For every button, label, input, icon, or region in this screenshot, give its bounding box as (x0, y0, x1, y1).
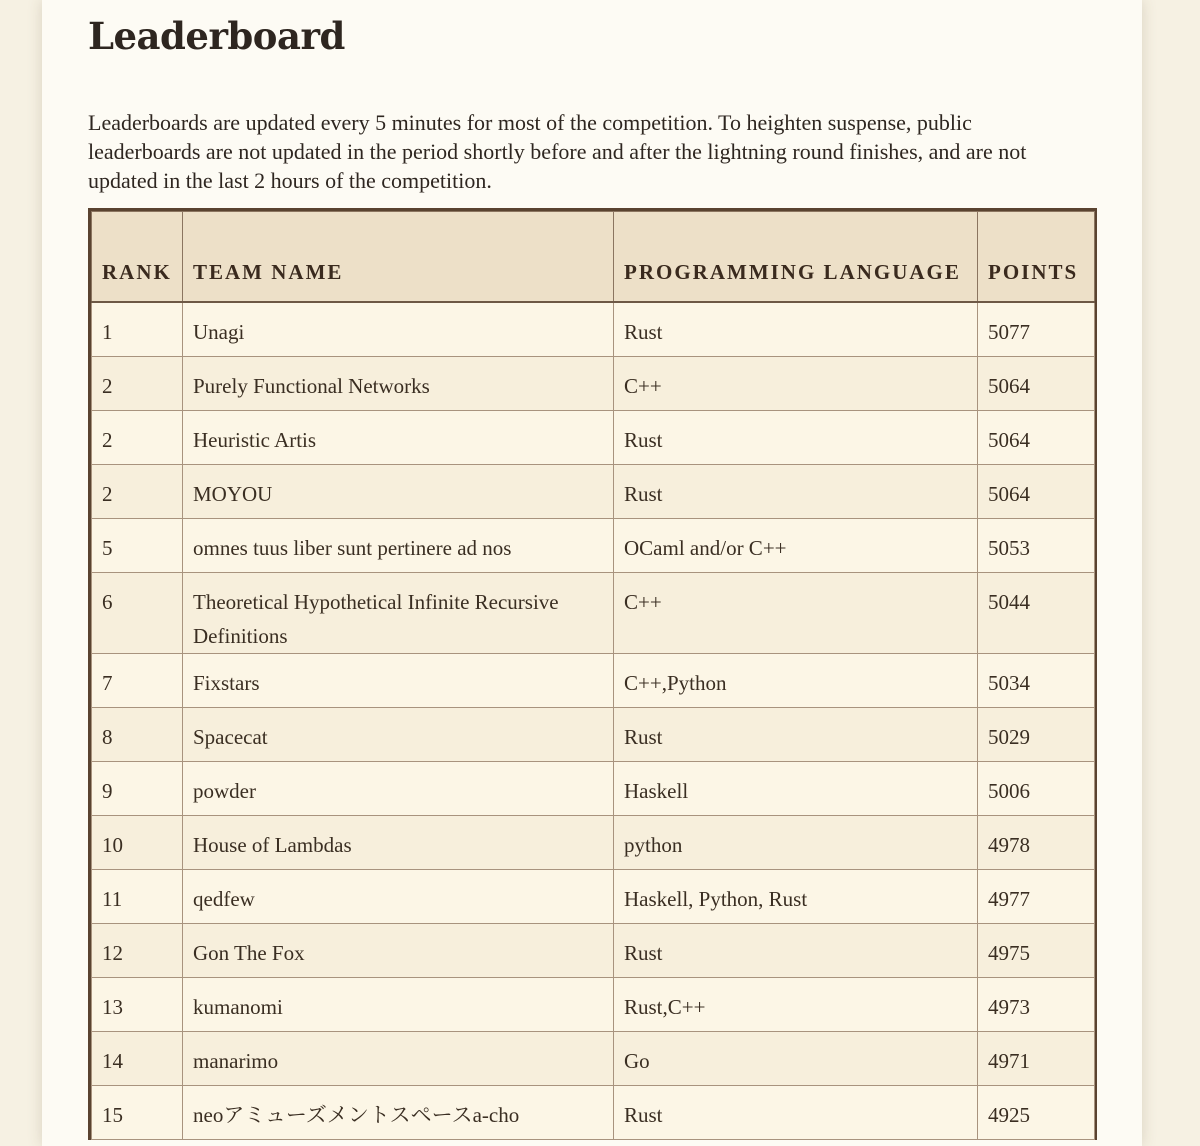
header-programming-language[interactable]: PROGRAMMING LANGUAGE (614, 212, 978, 303)
points-cell: 5044 (978, 573, 1095, 654)
header-team-name[interactable]: TEAM NAME (183, 212, 614, 303)
rank-cell: 13 (92, 978, 183, 1032)
table-row (92, 708, 1095, 762)
team-name-cell: Spacecat (183, 708, 614, 762)
rank-cell: 10 (92, 816, 183, 870)
points-cell: 5053 (978, 519, 1095, 573)
page-card (42, 0, 1142, 1146)
rank-cell: 9 (92, 762, 183, 816)
team-name-cell: House of Lambdas (183, 816, 614, 870)
language-cell: Haskell (614, 762, 978, 816)
team-name-cell: MOYOU (183, 465, 614, 519)
intro-paragraph: Leaderboards are updated every 5 minutes for most of the competition. To heighten suspense, public leaderboards are not updated in the period shortly before and after the lightning round finishes, and are not updated in the last 2 hours of the competition. (88, 110, 1027, 193)
table-row (92, 357, 1095, 411)
points-cell: 5064 (978, 357, 1095, 411)
team-name-cell: Theoretical Hypothetical Infinite Recursive Definitions (183, 573, 614, 654)
team-name-cell: kumanomi (183, 978, 614, 1032)
rank-cell: 5 (92, 519, 183, 573)
rank-cell: 15 (92, 1086, 183, 1140)
rank-cell: 2 (92, 411, 183, 465)
language-cell: Rust (614, 924, 978, 978)
rank-cell: 11 (92, 870, 183, 924)
team-name-cell: powder (183, 762, 614, 816)
table-row (92, 762, 1095, 816)
table-row (92, 411, 1095, 465)
points-cell: 4975 (978, 924, 1095, 978)
language-cell: Rust (614, 1086, 978, 1140)
rank-cell: 6 (92, 573, 183, 654)
rank-cell: 8 (92, 708, 183, 762)
rank-cell: 7 (92, 654, 183, 708)
points-cell: 4977 (978, 870, 1095, 924)
table-row (92, 654, 1095, 708)
table-body (92, 302, 1095, 1140)
page-title: Leaderboard (88, 14, 345, 58)
language-cell: C++ (614, 573, 978, 654)
team-name-cell: Unagi (183, 302, 614, 357)
team-name-cell: neoアミューズメントスペースa-cho (183, 1086, 614, 1140)
table-header-row (92, 212, 1095, 303)
rank-cell: 14 (92, 1032, 183, 1086)
table-row (92, 816, 1095, 870)
team-name-cell: omnes tuus liber sunt pertinere ad nos (183, 519, 614, 573)
leaderboard-table-container (88, 208, 1097, 1140)
points-cell: 5034 (978, 654, 1095, 708)
points-cell: 5064 (978, 411, 1095, 465)
language-cell: Rust (614, 411, 978, 465)
rank-cell: 1 (92, 302, 183, 357)
table-row (92, 978, 1095, 1032)
language-cell: Rust,C++ (614, 978, 978, 1032)
language-cell: C++,Python (614, 654, 978, 708)
table-row (92, 1032, 1095, 1086)
points-cell: 4978 (978, 816, 1095, 870)
leaderboard-table (91, 211, 1095, 1140)
table-row (92, 573, 1095, 654)
language-cell: Rust (614, 465, 978, 519)
language-cell: OCaml and/or C++ (614, 519, 978, 573)
points-cell: 4971 (978, 1032, 1095, 1086)
header-rank[interactable]: RANK (92, 212, 183, 303)
rank-cell: 2 (92, 465, 183, 519)
language-cell: C++ (614, 357, 978, 411)
language-cell: Go (614, 1032, 978, 1086)
team-name-cell: manarimo (183, 1032, 614, 1086)
team-name-cell: qedfew (183, 870, 614, 924)
points-cell: 5029 (978, 708, 1095, 762)
table-row (92, 465, 1095, 519)
language-cell: python (614, 816, 978, 870)
header-points[interactable]: POINTS (978, 212, 1095, 303)
language-cell: Rust (614, 708, 978, 762)
language-cell: Rust (614, 302, 978, 357)
team-name-cell: Fixstars (183, 654, 614, 708)
points-cell: 4973 (978, 978, 1095, 1032)
table-row (92, 870, 1095, 924)
team-name-cell: Purely Functional Networks (183, 357, 614, 411)
points-cell: 5077 (978, 302, 1095, 357)
team-name-cell: Gon The Fox (183, 924, 614, 978)
table-row (92, 924, 1095, 978)
language-cell: Haskell, Python, Rust (614, 870, 978, 924)
points-cell: 5064 (978, 465, 1095, 519)
table-row (92, 302, 1095, 357)
points-cell: 5006 (978, 762, 1095, 816)
table-row (92, 1086, 1095, 1140)
rank-cell: 12 (92, 924, 183, 978)
team-name-cell: Heuristic Artis (183, 411, 614, 465)
table-row (92, 519, 1095, 573)
rank-cell: 2 (92, 357, 183, 411)
points-cell: 4925 (978, 1086, 1095, 1140)
